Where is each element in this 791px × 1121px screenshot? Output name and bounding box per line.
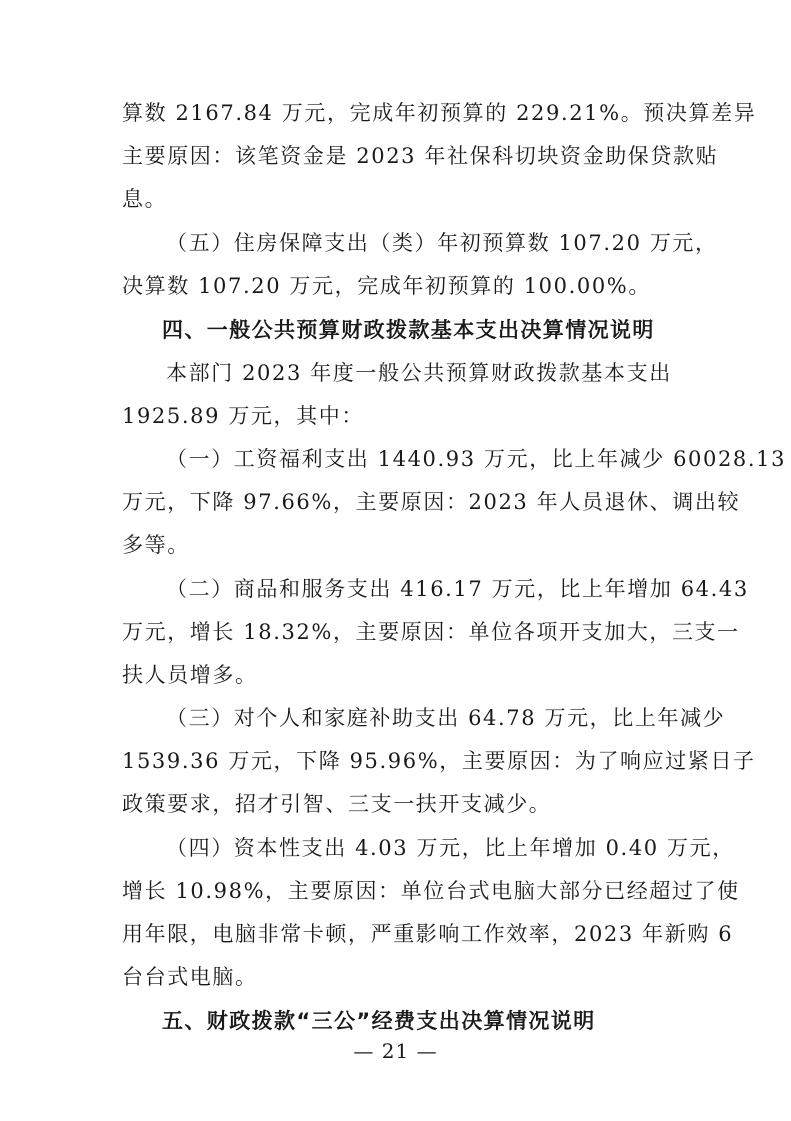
text-line: 多等。 [122, 533, 190, 557]
text-line: 增长 10.98%，主要原因：单位台式电脑大部分已经超过了使 [122, 879, 740, 903]
text-line: 算数 2167.84 万元，完成年初预算的 229.21%。预决算差异 [122, 101, 757, 125]
text-line: 扶人员增多。 [122, 663, 258, 687]
section-heading: 四、一般公共预算财政拨款基本支出决算情况说明 [162, 318, 655, 342]
text-line: 息。 [122, 187, 168, 211]
text-line: 1925.89 万元，其中： [122, 404, 364, 428]
text-line: （五）住房保障支出（类）年初预算数 107.20 万元， [166, 231, 718, 255]
text-line: （二）商品和服务支出 416.17 万元，比上年增加 64.43 [166, 577, 749, 601]
text-line: 政策要求，招才引智、三支一扶开支减少。 [122, 792, 552, 816]
text-line: 本部门 2023 年度一般公共预算财政拨款基本支出 [166, 361, 672, 385]
text-line: 1539.36 万元，下降 95.96%，主要原因：为了响应过紧日子 [122, 749, 756, 773]
text-line: （三）对个人和家庭补助支出 64.78 万元，比上年减少 [166, 706, 726, 730]
text-line: （一）工资福利支出 1440.93 万元，比上年减少 60028.13 [166, 447, 787, 471]
text-line: （四）资本性支出 4.03 万元，比上年增加 0.40 万元， [166, 836, 735, 860]
section-heading: 五、财政拨款“三公”经费支出决算情况说明 [162, 1009, 596, 1033]
text-line: 决算数 107.20 万元，完成年初预算的 100.00%。 [122, 274, 651, 298]
text-line: 主要原因：该笔资金是 2023 年社保科切块资金助保贷款贴 [122, 144, 719, 168]
text-line: 台台式电脑。 [122, 965, 258, 989]
text-line: 万元，下降 97.66%，主要原因：2023 年人员退休、调出较 [122, 490, 741, 514]
text-line: 万元，增长 18.32%，主要原因：单位各项开支加大，三支一 [122, 620, 740, 644]
page-number: — 21 — [353, 1039, 438, 1063]
text-line: 用年限，电脑非常卡顿，严重影响工作效率，2023 年新购 6 [122, 922, 734, 946]
